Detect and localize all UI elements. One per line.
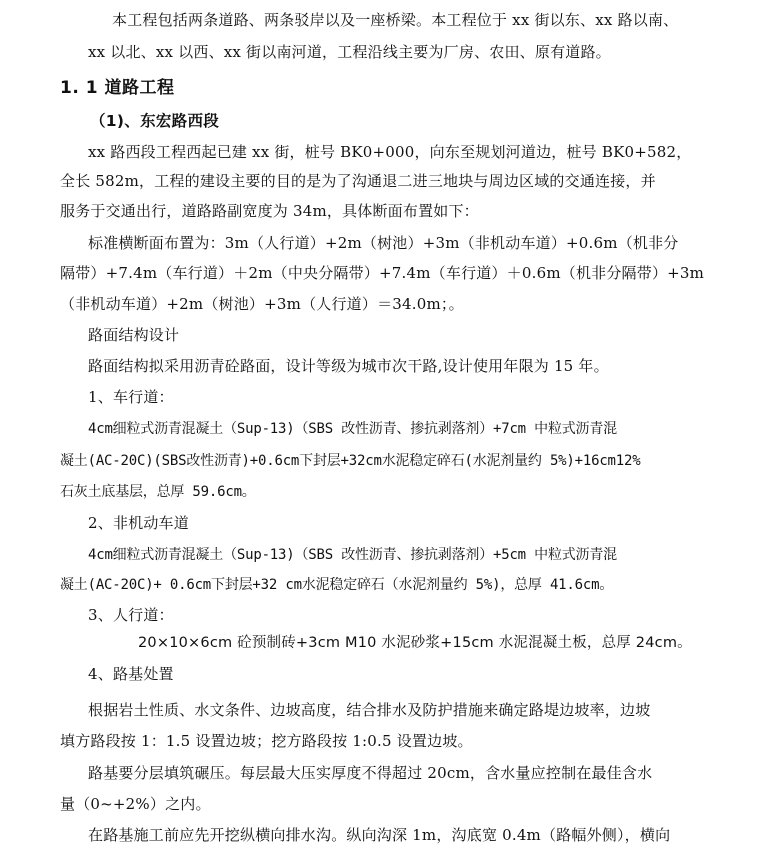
pavement-desc: 路面结构拟采用沥青砼路面，设计等级为城市次干路,设计使用年限为 15 年。 [88, 357, 609, 375]
overview-line-2: 全长 582m，工程的建设主要的目的是为了沟通退二进三地块与周边区域的交通连接，并 [60, 172, 656, 190]
carriageway-line-1: 4cm细粒式沥青混凝土（Sup-13)（SBS 改性沥青、掺抗剥落剂）+7cm 中粒式沥青混 [88, 421, 617, 437]
subgrade-p3-line-1: 在路基施工前应先开挖纵横向排水沟。纵向沟深 1m，沟底宽 0.4m（路幅外侧），横向 [88, 826, 671, 844]
nonmotor-line-2: 凝土(AC-20C)+ 0.6cm下封层+32 cm水泥稳定碎石（水泥剂量约 5%)，总厚 41.6cm。 [60, 577, 614, 593]
subgrade-p1-line-2: 填方路段按 1：1.5 设置边坡；挖方路段按 1:0.5 设置边坡。 [60, 732, 473, 750]
carriageway-line-3: 石灰土底基层，总厚 59.6cm。 [60, 484, 256, 500]
sidewalk-title: 3、人行道： [88, 606, 174, 624]
sidewalk-line-1: 20×10×6cm 砼预制砖+3cm M10 水泥砂浆+15cm 水泥混凝土板，总厚 24cm。 [138, 635, 692, 651]
intro-line-1: 本工程包括两条道路、两条驳岸以及一座桥梁。本工程位于 xx 街以东、xx 路以南、 [112, 11, 679, 29]
carriageway-title: 1、车行道： [88, 388, 174, 406]
subgrade-title: 4、路基处置 [88, 665, 174, 683]
cross-section-line-3: （非机动车道）+2m（树池）+3m（人行道）＝34.0m；。 [60, 295, 464, 313]
nonmotor-title: 2、非机动车道 [88, 514, 189, 532]
subsection-heading: （1)、东宏路西段 [90, 112, 220, 130]
subgrade-p1-line-1: 根据岩土性质、水文条件、边坡高度，结合排水及防护措施来确定路堤边坡率，边坡 [88, 701, 651, 719]
subgrade-p2-line-1: 路基要分层填筑碾压。每层最大压实厚度不得超过 20cm，含水量应控制在最佳含水 [88, 764, 653, 782]
cross-section-line-2: 隔带）+7.4m（车行道）＋2m（中央分隔带）+7.4m（车行道）＋0.6m（机非分隔带）+3m [60, 264, 705, 282]
carriageway-line-2: 凝土(AC-20C)(SBS改性沥青)+0.6cm下封层+32cm水泥稳定碎石(水泥剂量约 5%)+16cm12% [60, 453, 641, 469]
section-heading: 1. 1 道路工程 [60, 78, 175, 98]
subgrade-p2-line-2: 量（0~+2%）之内。 [60, 795, 211, 813]
nonmotor-line-1: 4cm细粒式沥青混凝土（Sup-13)（SBS 改性沥青、掺抗剥落剂）+5cm 中粒式沥青混 [88, 547, 617, 563]
pavement-title: 路面结构设计 [88, 326, 180, 344]
cross-section-line-1: 标准横断面布置为：3m（人行道）+2m（树池）+3m（非机动车道）+0.6m（机非分 [88, 234, 679, 252]
overview-line-3: 服务于交通出行，道路路副宽度为 34m，具体断面布置如下： [60, 202, 479, 220]
overview-line-1: xx 路西段工程西起已建 xx 街，桩号 BK0+000，向东至规划河道边，桩号 BK0+582， [88, 143, 692, 161]
intro-line-2: xx 以北、xx 以西、xx 街以南河道，工程沿线主要为厂房、农田、原有道路。 [88, 43, 611, 61]
